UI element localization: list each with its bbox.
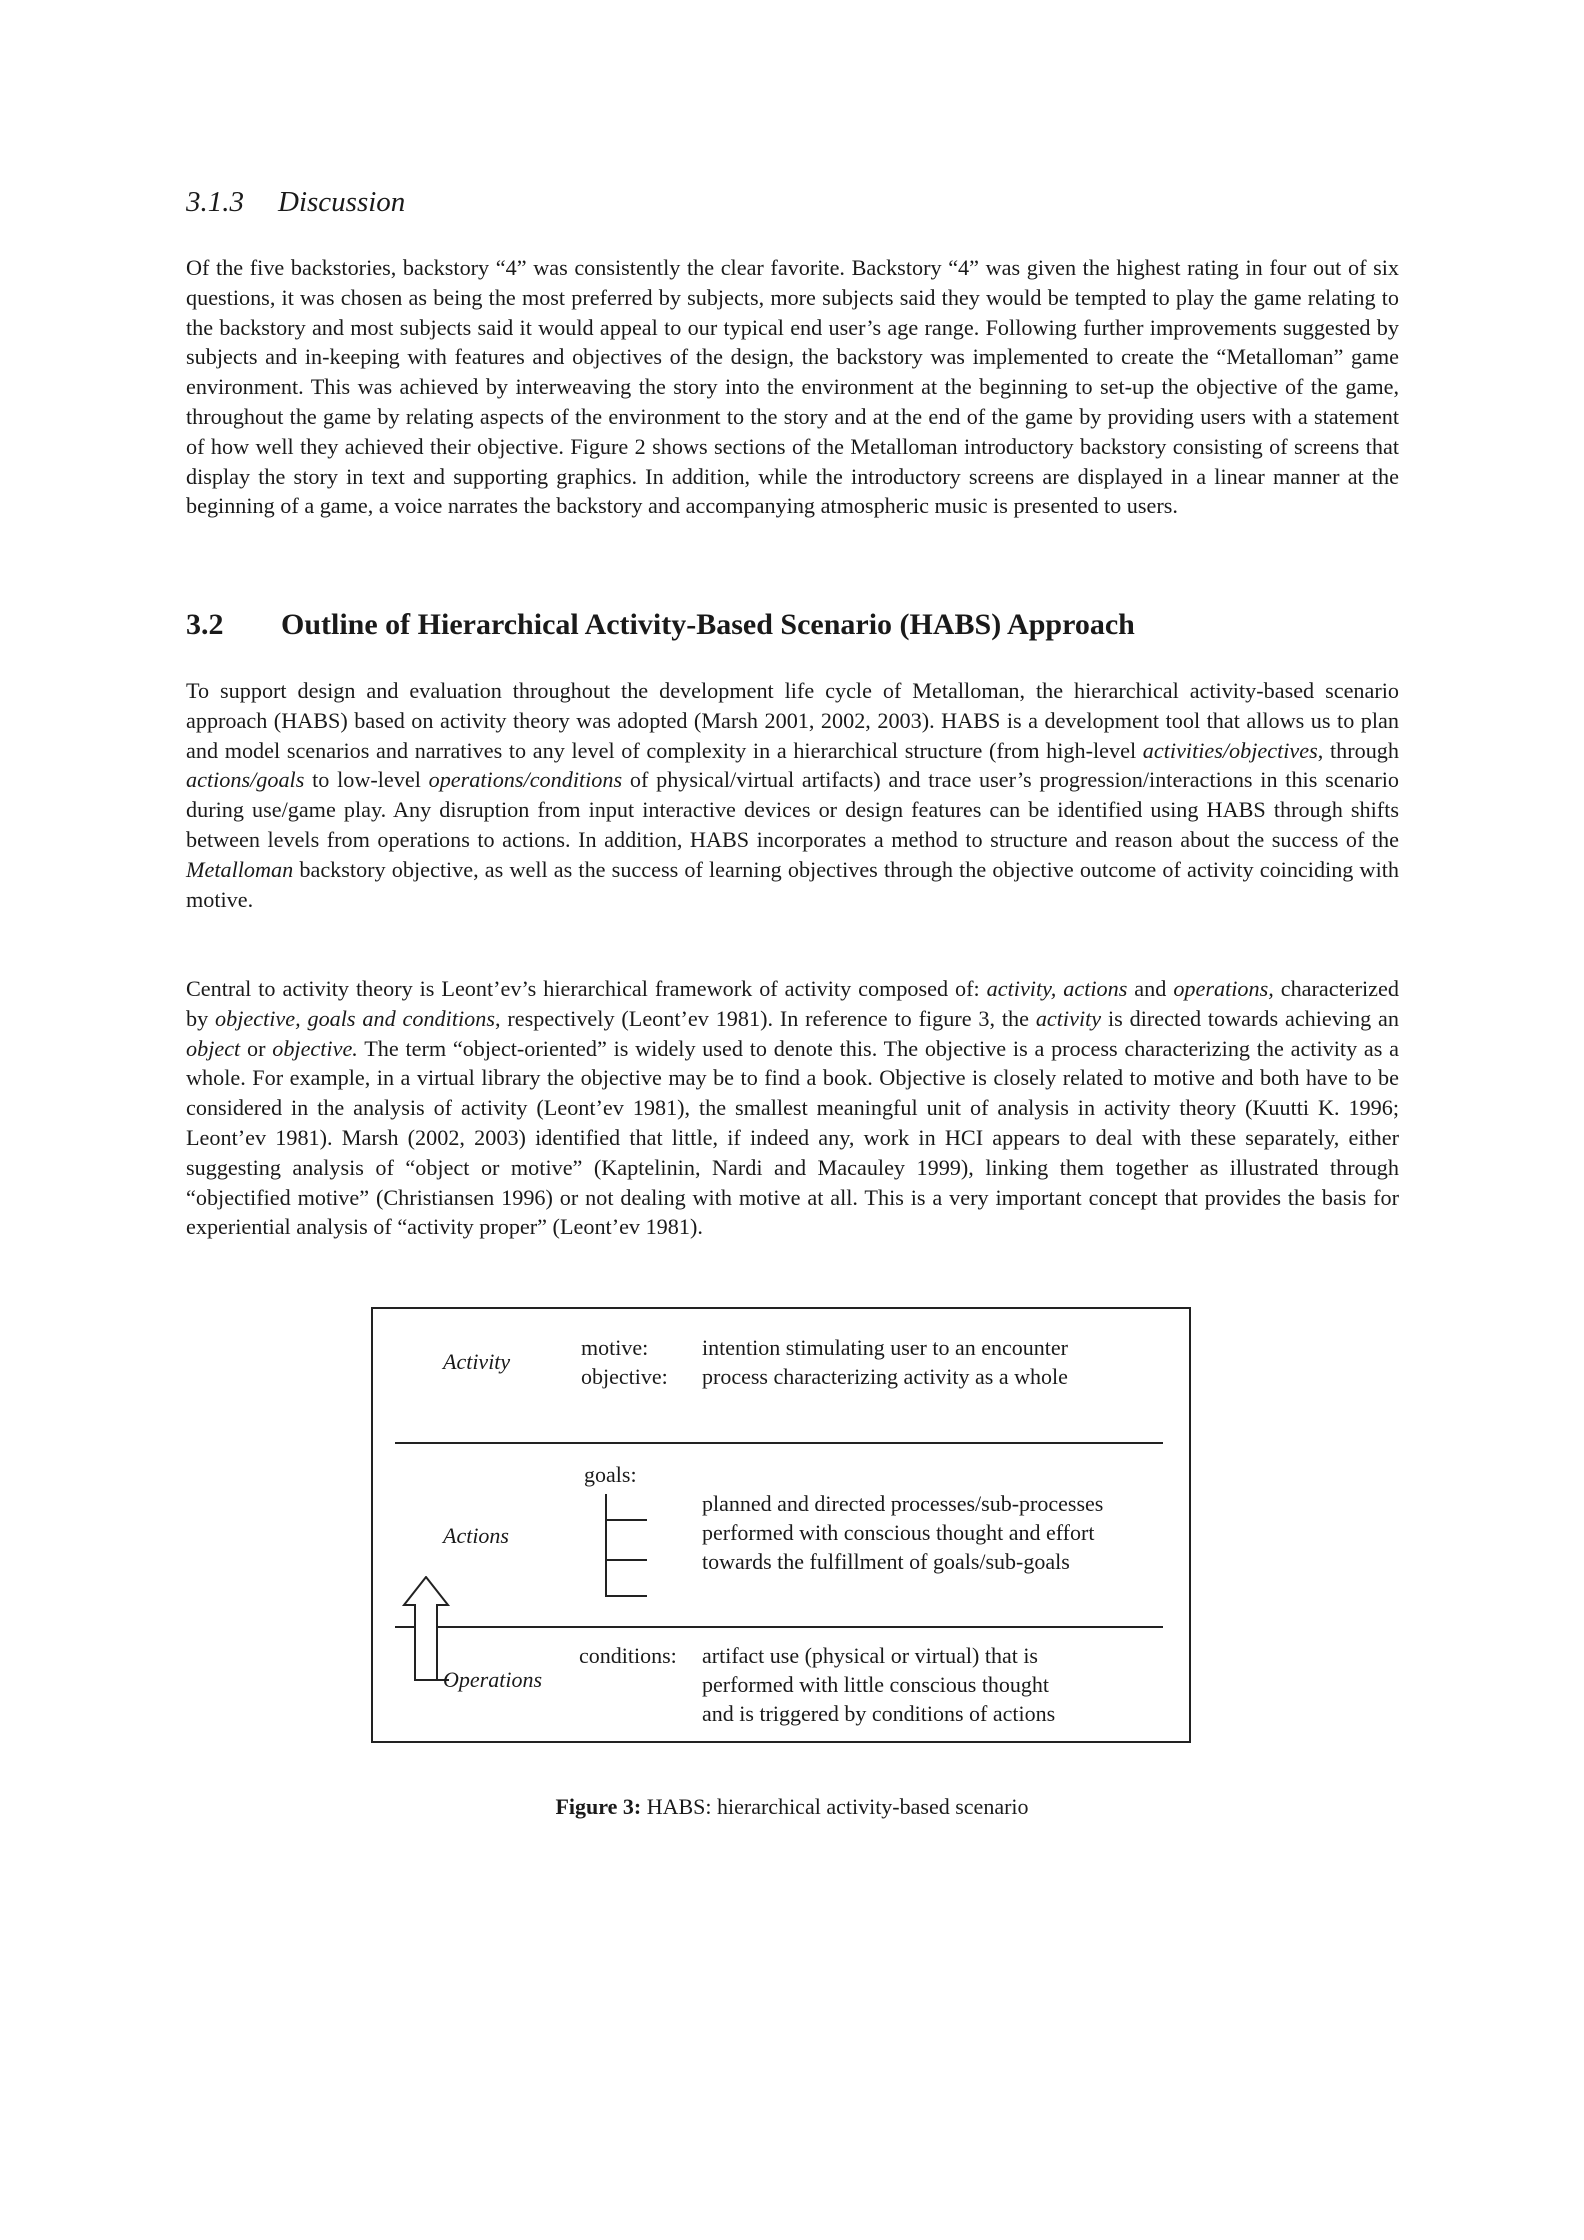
italic-run: activities/objectives bbox=[1142, 737, 1318, 763]
habs-paragraph bbox=[186, 676, 1399, 914]
section-number: 3.2 bbox=[186, 608, 224, 641]
actions-line-2: performed with conscious thought and effort bbox=[702, 1520, 1095, 1545]
subsection-heading bbox=[186, 186, 405, 219]
actions-line-3: towards the fulfillment of goals/sub-goals bbox=[702, 1549, 1070, 1574]
section-title: Outline of Hierarchical Activity-Based Scenario (HABS) Approach bbox=[281, 608, 1135, 641]
italic-run: operations, bbox=[1173, 976, 1274, 1001]
habs-figure bbox=[371, 1307, 1191, 1743]
conditions-key: conditions: bbox=[579, 1643, 677, 1668]
activity-theory-paragraph bbox=[186, 974, 1399, 1242]
figure-caption bbox=[0, 1794, 1584, 1820]
italic-run: objective, goals and conditions bbox=[215, 1005, 495, 1031]
italic-run: actions/goals bbox=[186, 767, 305, 793]
text-run: and bbox=[1127, 976, 1174, 1001]
text-run: characterized by bbox=[186, 976, 1399, 1031]
text-run: to low-level bbox=[304, 767, 429, 793]
italic-run: operations/conditions bbox=[428, 767, 623, 793]
text-run: , respectively (Leont’ev 1981). In reference to figure 3, the bbox=[494, 1005, 1036, 1031]
objective-key: objective: bbox=[581, 1364, 668, 1389]
text-run: or bbox=[240, 1035, 273, 1061]
caption-label: Figure 3: bbox=[555, 1794, 642, 1819]
text-run: backstory objective, as well as the success of learning objectives through the objective outcome of activity coinciding with motive. bbox=[186, 856, 1399, 912]
italic-run: Metalloman bbox=[186, 856, 294, 882]
text-run: is directed towards achieving an bbox=[1101, 1005, 1399, 1031]
divider-line bbox=[395, 1626, 1163, 1628]
text-run: To support design and evaluation throughout the development life cycle of Metalloman, the hierarchical activity-based scenario approach (HABS) based on activity theory was adopted (Marsh 2001, 2002, 2003). HABS is a development tool that allows us to plan and model scenarios and narratives to any level of complexity in a hierarchical structure (from high-level bbox=[186, 678, 1399, 763]
caption-text: HABS: hierarchical activity-based scenario bbox=[641, 1794, 1029, 1819]
italic-run: object bbox=[186, 1035, 241, 1061]
divider-line bbox=[395, 1442, 1163, 1444]
subsection-number: 3.1.3 bbox=[186, 186, 244, 218]
objective-value: process characterizing activity as a whole bbox=[702, 1364, 1068, 1389]
activity-label: Activity bbox=[443, 1349, 511, 1374]
text-run: of physical/virtual artifacts) and trace user’s progression/interactions in this scenario during use/game play. Any disruption from input interactive devices or design features can be identified using HABS through shifts between levels from operations to actions. In addition, HABS incorporates a method to structure and reason about the success of the bbox=[186, 767, 1399, 852]
operations-label: Operations bbox=[443, 1667, 542, 1692]
italic-run: activity bbox=[1035, 1005, 1102, 1031]
operations-line-2: performed with little conscious thought bbox=[702, 1672, 1050, 1697]
actions-label: Actions bbox=[443, 1523, 509, 1548]
goal-tree-icon bbox=[603, 1494, 653, 1599]
motive-key: motive: bbox=[581, 1335, 649, 1360]
discussion-paragraph: Of the five backstories, backstory “4” was consistently the clear favorite. Backstory “4” was given the highest rating in four out of six questions, it was chosen as being the most preferred by subjects, more subjects said they would be tempted to play the game relating to the backstory and most subjects said it would appeal to our typical end user’s age range. Following further improvements suggested by subjects and in-keeping with features and objectives of the design, the backstory was implemented to create the “Metalloman” game environment. This was achieved by interweaving the story into the environment at the beginning to set-up the objective of the game, throughout the game by relating aspects of the environment to the story and at the end of the game by providing users with a statement of how well they achieved their objective. Figure 2 shows sections of the Metalloman introductory backstory consisting of screens that display the story in text and supporting graphics. In addition, while the introductory screens are displayed in a linear manner at the beginning of a game, a voice narrates the backstory and accompanying atmospheric music is presented to users. bbox=[186, 255, 1399, 519]
operations-line-1: artifact use (physical or virtual) that is bbox=[702, 1643, 1038, 1668]
goals-key: goals: bbox=[584, 1462, 637, 1487]
text-run: , through bbox=[1317, 737, 1399, 763]
text-run: Central to activity theory is Leont’ev’s hierarchical framework of activity composed of: bbox=[186, 976, 987, 1001]
section-heading bbox=[186, 608, 1135, 642]
italic-run: objective. bbox=[272, 1035, 358, 1061]
text-run: The term “object-oriented” is widely used to denote this. The objective is a process characterizing the activity as a whole. For example, in a virtual library the objective may be to find a book. Objective is closely related to motive and both have to be considered in the analysis of activity (Leont’ev 1981), the smallest meaningful unit of analysis in activity theory (Kuutti K. 1996; Leont’ev 1981). Marsh (2002, 2003) identified that little, if indeed any, work in HCI appears to deal with these separately, either suggesting analysis of “object or motive” (Kaptelinin, Nardi and Macauley 1999), linking them together as illustrated through “objectified motive” (Christiansen 1996) or not dealing with motive at all. This is a very important concept that provides the basis for experiential analysis of “activity proper” (Leont’ev 1981). bbox=[186, 1035, 1399, 1240]
operations-line-3: and is triggered by conditions of actions bbox=[702, 1701, 1056, 1726]
italic-run: activity, actions bbox=[986, 976, 1128, 1001]
motive-value: intention stimulating user to an encounter bbox=[702, 1335, 1068, 1360]
subsection-title: Discussion bbox=[278, 186, 406, 218]
actions-line-1: planned and directed processes/sub-processes bbox=[702, 1491, 1104, 1516]
